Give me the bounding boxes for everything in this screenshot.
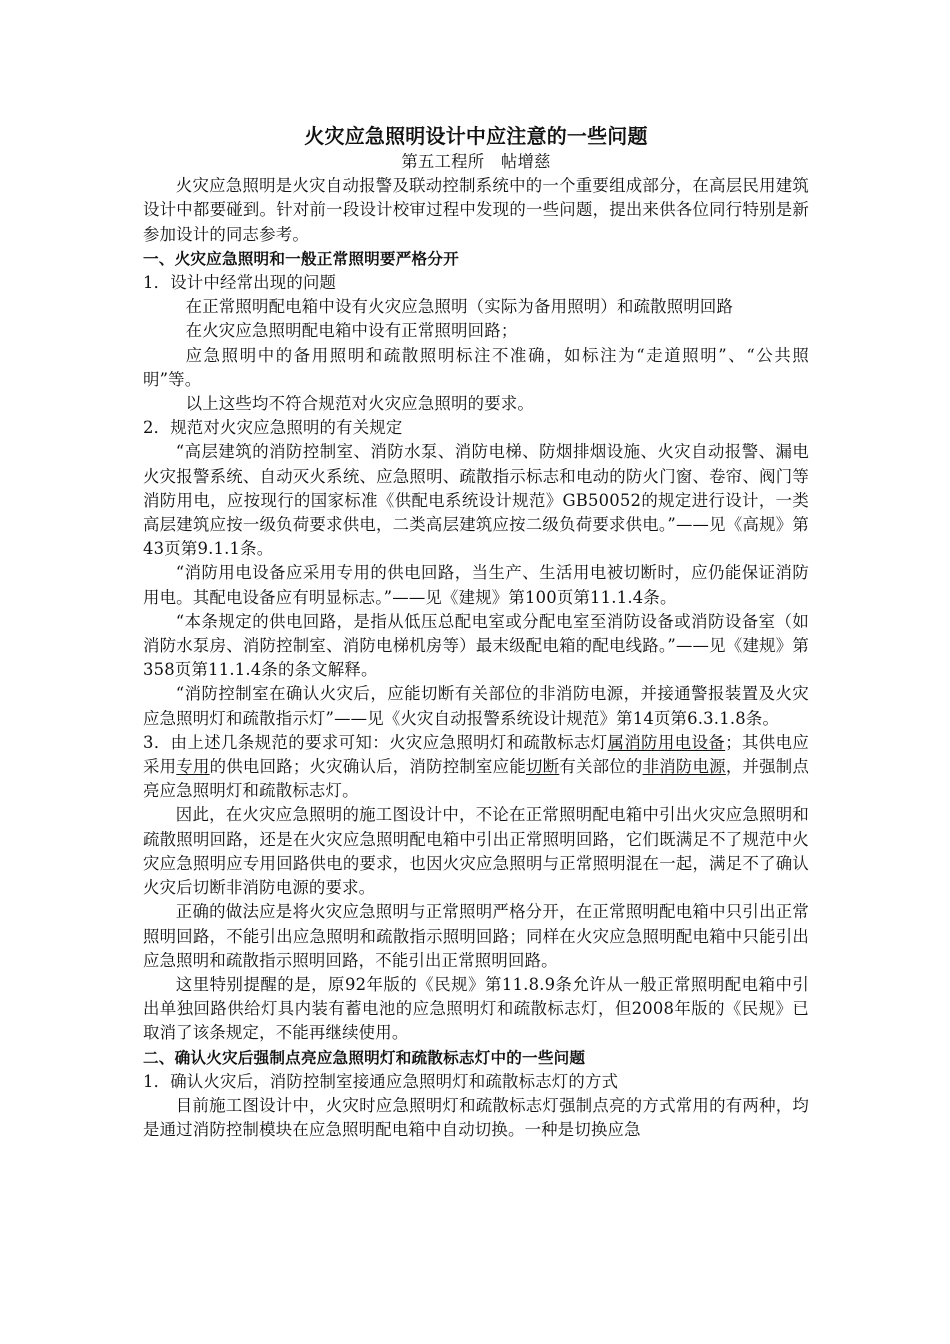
quote-paragraph: “消防用电设备应采用专用的供电回路，当生产、生活用电被切断时，应仍能保证消防用电。其配电设备应有明显标志。”——见《建规》第100页第11.1.4条。 bbox=[143, 563, 809, 607]
underlined-text: 专用 bbox=[176, 757, 210, 777]
text-run: ；其供电应采用 bbox=[143, 732, 810, 777]
quote-paragraph: “高层建筑的消防控制室、消防水泵、消防电梯、防烟排烟设施、火灾自动报警、漏电火灾报警系统、自动灭火系统、应急照明、疏散指示标志和电动的防火门窗、卷帘、阀门等消防用电，应按现行的国家标准《供配电系统设计规范》GB50052的规定进行设计，一类高层建筑应按一级负荷要求供电，二类高层建筑应按二级负荷要求供电。”——见《高规》第43页第9.1.1条。 bbox=[143, 442, 809, 559]
paragraph: 以上这些均不符合规范对火灾应急照明的要求。 bbox=[185, 394, 535, 414]
paragraph: 因此，在火灾应急照明的施工图设计中，不论在正常照明配电箱中引出火灾应急照明和疏散照明回路，还是在火灾应急照明配电箱中引出正常照明回路，它们既满足不了规范中火灾应急照明应专用回路供电的要求，也因火灾应急照明与正常照明混在一起，满足不了确认火灾后切断非消防电源的要求。 bbox=[143, 805, 809, 898]
document-title: 火灾应急照明设计中应注意的一些问题 bbox=[304, 124, 648, 148]
paragraph: 在火灾应急照明配电箱中设有正常照明回路； bbox=[185, 321, 518, 341]
text-run: 有关部位的 bbox=[559, 757, 643, 777]
section-1-item-2-heading: 2．规范对火灾应急照明的有关规定 bbox=[143, 418, 403, 438]
paragraph: 应急照明中的备用照明和疏散照明标注不准确，如标注为“走道照明”、“公共照明”等。 bbox=[143, 345, 809, 389]
underlined-text: 非消防电源 bbox=[642, 757, 726, 777]
text-run: 的供电回路；火灾确认后，消防控制室应能 bbox=[209, 757, 526, 777]
quote-paragraph: “消防控制室在确认火灾后，应能切断有关部位的非消防电源，并接通警报装置及火灾应急照明灯和疏散指示灯”——见《火灾自动报警系统设计规范》第14页第6.3.1.8条。 bbox=[143, 684, 809, 728]
text-run: 3．由上述几条规范的要求可知：火灾应急照明灯和疏散标志灯 bbox=[143, 732, 608, 752]
underlined-text: 切断 bbox=[526, 757, 560, 777]
paragraph: 正确的做法应是将火灾应急照明与正常照明严格分开，在正常照明配电箱中只引出正常照明回路，不能引出应急照明和疏散指示照明回路；同样在火灾应急照明配电箱中只能引出应急照明和疏散指示照明回路，不能引出正常照明回路。 bbox=[143, 902, 809, 970]
paragraph: 在正常照明配电箱中设有火灾应急照明（实际为备用照明）和疏散照明回路 bbox=[185, 297, 734, 317]
document-author: 第五工程所 帖增慈 bbox=[401, 152, 551, 171]
section-2-item-1-heading: 1．确认火灾后，消防控制室接通应急照明灯和疏散标志灯的方式 bbox=[143, 1071, 619, 1091]
quote-paragraph: “本条规定的供电回路，是指从低压总配电室或分配电室至消防设备或消防设备室（如消防水泵房、消防控制室、消防电梯机房等）最末级配电箱的配电线路。”——见《建规》第358页第11.1.4条的条文解释。 bbox=[143, 611, 809, 680]
text-run: ，并强制点亮应急照明灯和疏散标志灯。 bbox=[143, 757, 810, 801]
paragraph: 目前施工图设计中，火灾时应急照明灯和疏散标志灯强制点亮的方式常用的有两种，均是通过消防控制模块在应急照明配电箱中自动切换。一种是切换应急 bbox=[143, 1095, 809, 1140]
section-1-heading: 一、火灾应急照明和一般正常照明要严格分开 bbox=[143, 249, 459, 268]
section-1-item-3 bbox=[143, 731, 809, 804]
paragraph: 这里特别提醒的是，原92年版的《民规》第11.8.9条允许从一般正常照明配电箱中引出单独回路供给灯具内装有蓄电池的应急照明灯和疏散标志灯，但2008年版的《民规》已取消了该条规定，不能再继续使用。 bbox=[143, 974, 809, 1043]
section-1-item-1-heading: 1．设计中经常出现的问题 bbox=[143, 273, 337, 293]
document-body bbox=[143, 122, 809, 1142]
section-2-heading: 二、确认火灾后强制点亮应急照明灯和疏散标志灯中的一些问题 bbox=[143, 1048, 586, 1067]
intro-paragraph: 火灾应急照明是火灾自动报警及联动控制系统中的一个重要组成部分，在高层民用建筑设计中都要碰到。针对前一段设计校审过程中发现的一些问题，提出来供各位同行特别是新参加设计的同志参考。 bbox=[143, 176, 809, 244]
underlined-text: 属消防用电设备 bbox=[607, 732, 726, 752]
